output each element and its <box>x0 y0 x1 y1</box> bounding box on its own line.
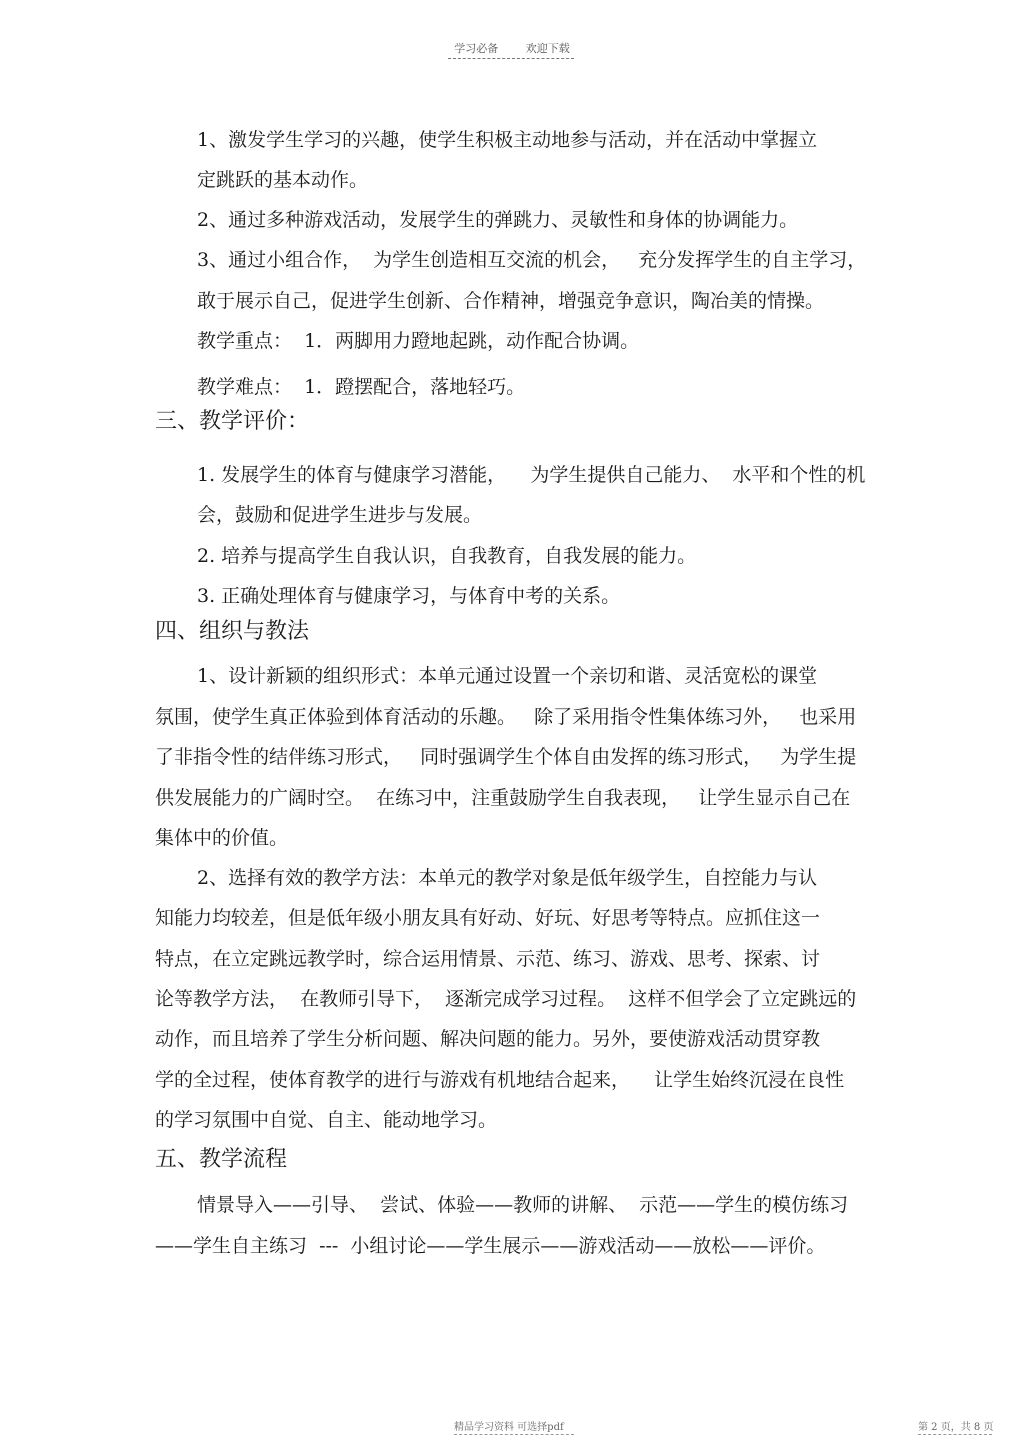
footer-divider <box>918 1434 992 1435</box>
text-line: 2. 培养与提高学生自我认识，自我教育，自我发展的能力。 <box>197 545 697 567</box>
text-line: 3、通过小组合作， 为学生创造相互交流的机会， 充分发挥学生的自主学习， <box>197 249 867 271</box>
text-line: 敢于展示自己，促进学生创新、合作精神，增强竞争意识，陶冶美的情操。 <box>197 290 825 312</box>
text-line: 动作，而且培养了学生分析问题、解决问题的能力。另外，要使游戏活动贯穿教 <box>155 1028 821 1050</box>
footer-left: 精品学习资料 可选择pdf <box>454 1422 564 1433</box>
text-line: 集体中的价值。 <box>155 827 289 849</box>
text-line: 2、选择有效的教学方法：本单元的教学对象是低年级学生，自控能力与认 <box>197 867 818 889</box>
text-line: 定跳跃的基本动作。 <box>197 169 369 191</box>
text-line: 的学习氛围中自觉、自主、能动地学习。 <box>155 1109 498 1131</box>
footer-divider <box>454 1434 574 1435</box>
text-line: 了非指令性的结伴练习形式， 同时强调学生个体自由发挥的练习形式， 为学生提 <box>155 746 857 768</box>
text-line: 论等教学方法， 在教师引导下， 逐渐完成学习过程。 这样不但学会了立定跳远的 <box>155 988 857 1010</box>
section-heading: 五、教学流程 <box>155 1147 288 1172</box>
text-line: 3. 正确处理体育与健康学习，与体育中考的关系。 <box>197 585 621 607</box>
text-line: ——学生自主练习 --- 小组讨论——学生展示——游戏活动——放松——评价。 <box>155 1235 826 1257</box>
text-line: 氛围，使学生真正体验到体育活动的乐趣。 除了采用指令性集体练习外， 也采用 <box>155 706 857 728</box>
text-line: 供发展能力的广阔时空。 在练习中，注重鼓励学生自我表现， 让学生显示自己在 <box>155 787 851 809</box>
text-line: 特点，在立定跳远教学时，综合运用情景、示范、练习、游戏、思考、探索、讨 <box>155 948 821 970</box>
text-line: 会，鼓励和促进学生进步与发展。 <box>197 504 483 526</box>
text-line: 1. 发展学生的体育与健康学习潜能， 为学生提供自己能力、 水平和个性的机 <box>197 464 866 486</box>
text-line: 学的全过程，使体育教学的进行与游戏有机地结合起来， 让学生始终沉浸在良性 <box>155 1069 845 1091</box>
text-line: 1、激发学生学习的兴趣，使学生积极主动地参与活动，并在活动中掌握立 <box>197 129 818 151</box>
text-line: 2、通过多种游戏活动，发展学生的弹跳力、灵敏性和身体的协调能力。 <box>197 209 799 231</box>
text-line: 1、设计新颖的组织形式：本单元通过设置一个亲切和谐、灵活宽松的课堂 <box>197 665 818 687</box>
header-divider <box>448 58 574 59</box>
text-line: 教学难点： 1．蹬摆配合，落地轻巧。 <box>197 376 526 398</box>
text-line: 教学重点： 1．两脚用力蹬地起跳，动作配合协调。 <box>197 330 640 352</box>
page-header <box>0 40 1024 56</box>
header-left: 学习必备 <box>454 42 499 55</box>
text-line: 知能力均较差，但是低年级小朋友具有好动、好玩、好思考等特点。应抓住这一 <box>155 907 821 929</box>
header-right: 欢迎下载 <box>525 42 570 55</box>
section-heading: 三、教学评价： <box>155 409 310 434</box>
footer-page-number: 第 2 页，共 8 页 <box>918 1422 994 1433</box>
section-heading: 四、组织与教法 <box>155 619 310 644</box>
text-line: 情景导入——引导、 尝试、体验——教师的讲解、 示范——学生的模仿练习 <box>197 1194 849 1216</box>
